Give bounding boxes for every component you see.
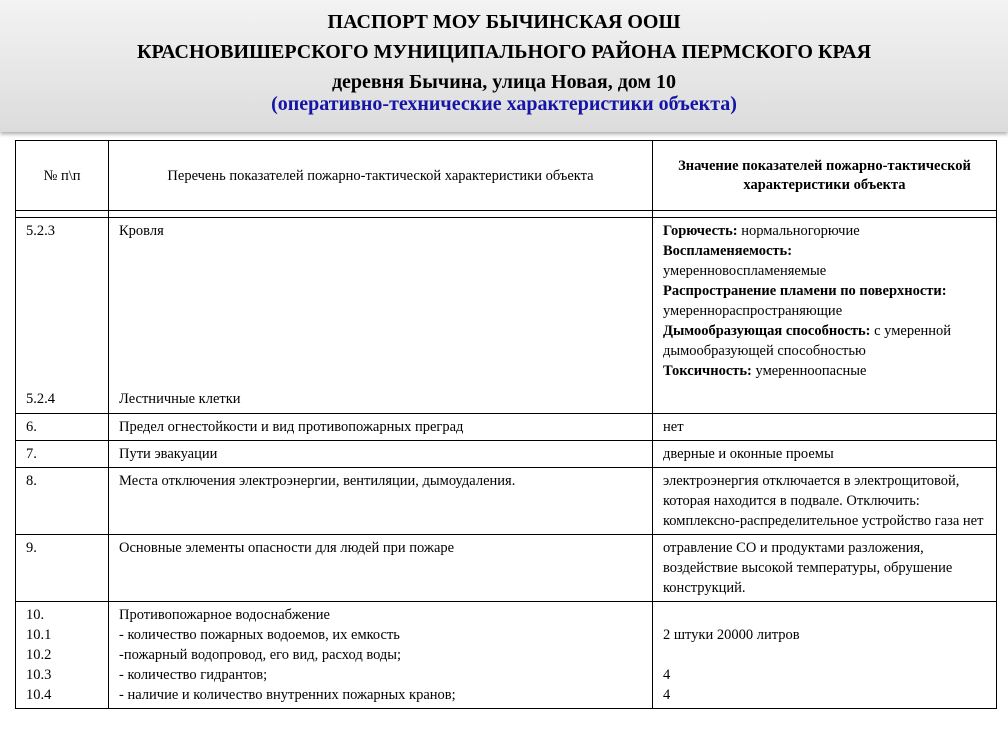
subtitle: (оперативно-технические характеристики объекта) [271,93,737,115]
passport-title: ПАСПОРТ МОУ БЫЧИНСКАЯ ООШ [327,11,681,33]
table-header-row [16,141,997,211]
table-row: 8. Места отключения электроэнергии, вентиляции, дымоудаления. электроэнергия отключается в электрощитовой, которая находится в подвале. Отключить: комплексно-распределительное устройство газа нет [16,468,997,535]
row-number: 10. 10.1 10.2 10.3 10.4 [16,602,109,709]
page-header [0,0,1008,132]
table-row: 6. Предел огнестойкости и вид противопожарных преград нет [16,414,997,441]
table-row: 7. Пути эвакуации дверные и оконные проемы [16,441,997,468]
header-value: Значение показателей пожарно-тактической характеристики объекта [653,141,997,211]
table-row: 9. Основные элементы опасности для людей при пожаре отравление СО и продуктами разложения, воздействие высокой температуры, обрушение конструкций. [16,535,997,602]
row-number: 5.2.3 5.2.4 [16,218,109,414]
characteristics-table [15,140,997,709]
header-number: № п\п [16,141,109,211]
district-title: КРАСНОВИШЕРСКОГО МУНИЦИПАЛЬНОГО РАЙОНА ПЕРМСКОГО КРАЯ [136,41,872,63]
row-indicator: Кровля Лестничные клетки [109,218,653,414]
row-value: 2 штуки 20000 литров 4 4 [653,602,997,709]
address-line: деревня Бычина, улица Новая, дом 10 [331,71,677,93]
row-indicator: Противопожарное водоснабжение - количество пожарных водоемов, их емкость -пожарный водопровод, его вид, расход воды; - количество гидрантов; - наличие и количество внутренних пожарных кранов; [109,602,653,709]
row-value: Горючесть: нормальногорючие Воспламеняемость: умеренновоспламеняемые Распространение пламени по поверхности: умереннораспространяющие Дымообразующая способность: с умеренной дымообразующей способностью Токсичность: умеренноопасные [653,218,997,414]
header-indicator: Перечень показателей пожарно-тактической характеристики объекта [109,141,653,211]
table-row [16,602,997,709]
table-row [16,218,997,414]
